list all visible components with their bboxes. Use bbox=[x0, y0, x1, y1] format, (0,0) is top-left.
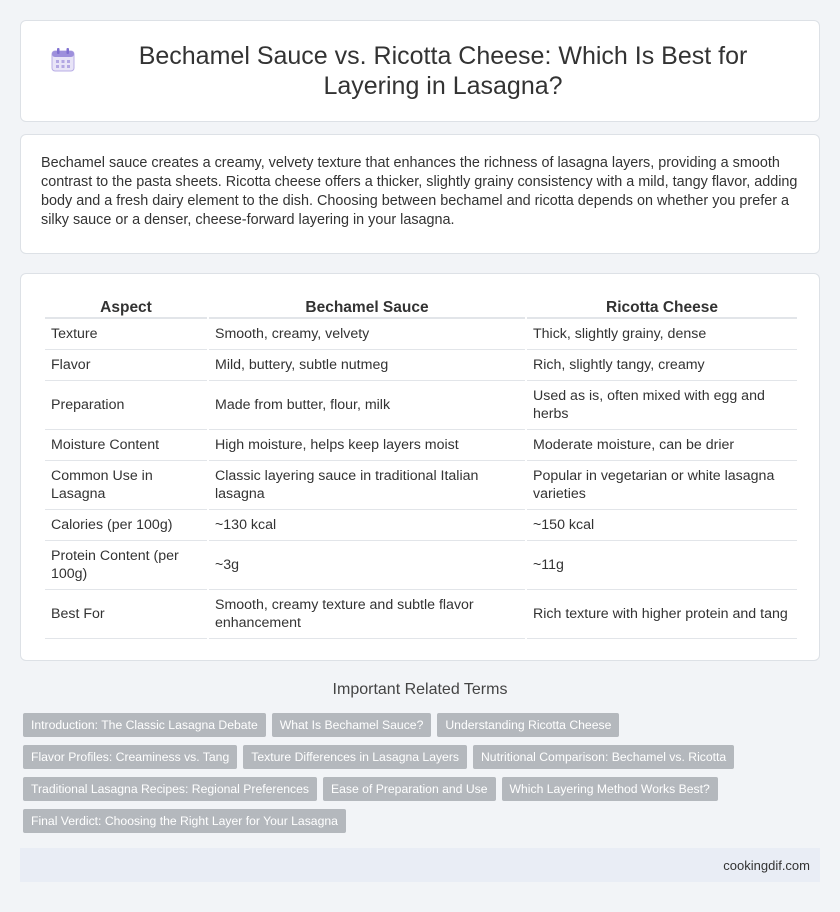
related-term-tag[interactable]: Texture Differences in Lasagna Layers bbox=[243, 745, 467, 769]
table-row bbox=[45, 381, 797, 430]
related-term-tag[interactable]: Traditional Lasagna Recipes: Regional Preferences bbox=[23, 777, 317, 801]
intro-paragraph: Bechamel sauce creates a creamy, velvety texture that enhances the richness of lasagna layers, providing a smooth contrast to the pasta sheets. Ricotta cheese offers a thicker, slightly grainy consistency with a mild, tangy flavor, adding body and a fresh dairy element to the dish. Choosing between bechamel and ricotta depends on whether you prefer a silky sauce or a denser, cheese-forward layering in your lasagna. bbox=[41, 155, 798, 228]
table-cell: Popular in vegetarian or white lasagna varieties bbox=[527, 461, 797, 510]
table-row bbox=[45, 541, 797, 590]
table-row bbox=[45, 430, 797, 461]
table-cell: Preparation bbox=[45, 381, 207, 430]
table-cell: Protein Content (per 100g) bbox=[45, 541, 207, 590]
table-cell: Made from butter, flour, milk bbox=[209, 381, 525, 430]
table-cell: Common Use in Lasagna bbox=[45, 461, 207, 510]
related-term-tag[interactable]: Nutritional Comparison: Bechamel vs. Ricotta bbox=[473, 745, 734, 769]
table-cell: ~150 kcal bbox=[527, 510, 797, 541]
page-title: Bechamel Sauce vs. Ricotta Cheese: Which Is Best for Layering in Lasagna? bbox=[138, 42, 748, 100]
related-term-tag[interactable]: Understanding Ricotta Cheese bbox=[437, 713, 619, 737]
page-footer bbox=[20, 848, 820, 882]
table-row bbox=[45, 319, 797, 350]
column-header: Bechamel Sauce bbox=[209, 294, 525, 319]
table-cell: Smooth, creamy texture and subtle flavor enhancement bbox=[209, 590, 525, 639]
table-cell: Rich texture with higher protein and tang bbox=[527, 590, 797, 639]
related-term-tag[interactable]: Final Verdict: Choosing the Right Layer for Your Lasagna bbox=[23, 809, 346, 833]
related-terms-title: Important Related Terms bbox=[332, 681, 508, 698]
related-term-tag[interactable]: What Is Bechamel Sauce? bbox=[272, 713, 432, 737]
table-cell: High moisture, helps keep layers moist bbox=[209, 430, 525, 461]
column-header: Ricotta Cheese bbox=[527, 294, 797, 319]
page-header bbox=[20, 20, 820, 122]
table-cell: Thick, slightly grainy, dense bbox=[527, 319, 797, 350]
related-term-tag[interactable]: Flavor Profiles: Creaminess vs. Tang bbox=[23, 745, 237, 769]
related-term-tag[interactable]: Ease of Preparation and Use bbox=[323, 777, 496, 801]
table-row bbox=[45, 510, 797, 541]
calendar-icon bbox=[50, 47, 76, 73]
table-cell: ~11g bbox=[527, 541, 797, 590]
table-cell: Mild, buttery, subtle nutmeg bbox=[209, 350, 525, 381]
table-cell: Flavor bbox=[45, 350, 207, 381]
table-cell: Smooth, creamy, velvety bbox=[209, 319, 525, 350]
comparison-table-card bbox=[20, 273, 820, 661]
comparison-table bbox=[43, 294, 799, 639]
table-cell: Best For bbox=[45, 590, 207, 639]
table-cell: ~130 kcal bbox=[209, 510, 525, 541]
table-cell: ~3g bbox=[209, 541, 525, 590]
table-cell: Moderate moisture, can be drier bbox=[527, 430, 797, 461]
related-terms-list bbox=[23, 713, 743, 833]
footer-site-link[interactable]: cookingdif.com bbox=[723, 858, 810, 873]
table-cell: Texture bbox=[45, 319, 207, 350]
related-term-tag[interactable]: Which Layering Method Works Best? bbox=[502, 777, 718, 801]
table-cell: Classic layering sauce in traditional Italian lasagna bbox=[209, 461, 525, 510]
table-row bbox=[45, 590, 797, 639]
table-cell: Calories (per 100g) bbox=[45, 510, 207, 541]
table-header-row bbox=[45, 294, 797, 319]
intro-section bbox=[20, 134, 820, 254]
table-cell: Rich, slightly tangy, creamy bbox=[527, 350, 797, 381]
related-term-tag[interactable]: Introduction: The Classic Lasagna Debate bbox=[23, 713, 266, 737]
table-row bbox=[45, 461, 797, 510]
table-cell: Moisture Content bbox=[45, 430, 207, 461]
table-row bbox=[45, 350, 797, 381]
column-header: Aspect bbox=[45, 294, 207, 319]
table-cell: Used as is, often mixed with egg and herbs bbox=[527, 381, 797, 430]
